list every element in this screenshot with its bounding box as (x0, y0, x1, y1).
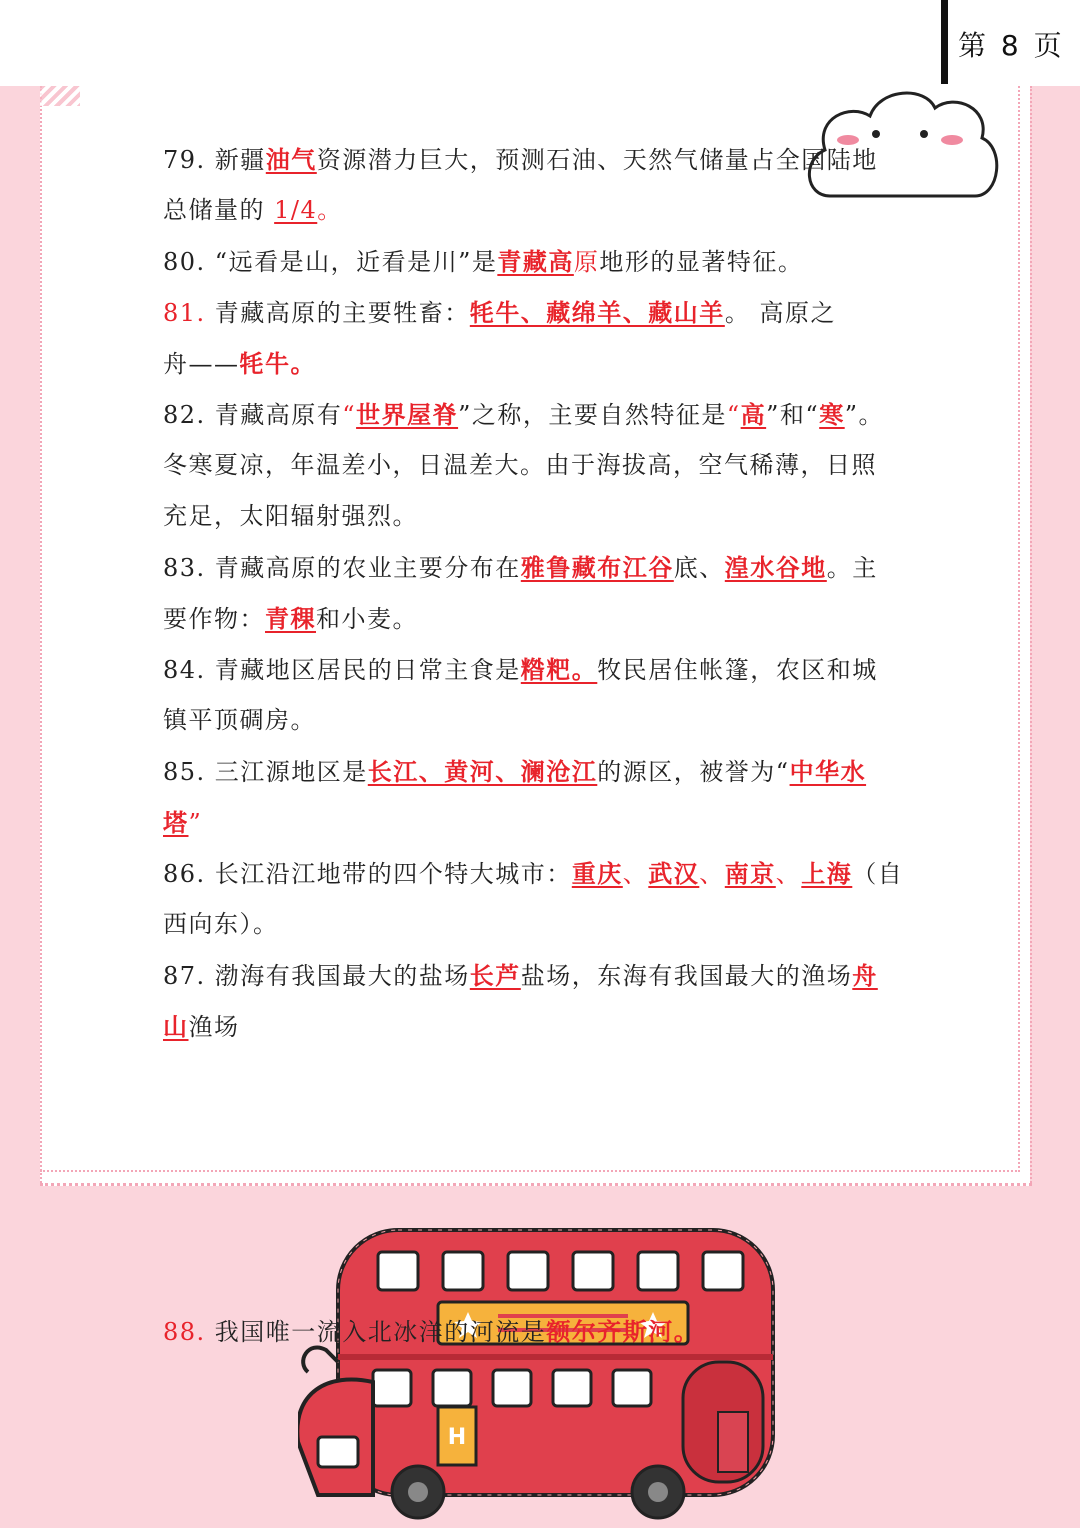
question-line (163, 389, 923, 440)
question-line (163, 950, 923, 1001)
question-line (163, 491, 923, 542)
text-segment: 盐场，东海有我国最大的渔场 (520, 962, 853, 990)
answer-segment: 1/4 (274, 196, 318, 224)
card-inner-dotted-bottom (40, 1170, 1020, 1172)
text-segment: 青藏高原的主要牲畜： (205, 299, 470, 327)
question-item (163, 848, 923, 950)
text-segment: 86. 长江沿江地带的四个特大城市： (163, 860, 572, 888)
question-item (163, 287, 923, 389)
question-line (163, 542, 923, 593)
answer-segment: 湟水谷地 (724, 553, 827, 582)
question-item (163, 644, 923, 746)
text-segment: 。主 (826, 554, 878, 582)
header-strip (0, 0, 1080, 86)
answer-segment: 、 (699, 860, 725, 888)
answer-segment: 、 (775, 860, 802, 888)
answer-segment: 寒 (819, 400, 845, 429)
question-item (163, 389, 923, 542)
corner-decoration (40, 86, 80, 106)
answer-segment: ” (188, 809, 203, 837)
answer-segment: 山 (163, 1012, 189, 1041)
question-line (163, 746, 923, 797)
text-segment: 要作物： (163, 605, 265, 633)
text-segment: 我国唯一流入北冰洋的河流是 (205, 1318, 547, 1346)
answer-segment: “ (726, 401, 741, 429)
answer-segment: 油气 (265, 145, 317, 174)
question-line (163, 338, 923, 389)
answer-segment: 舟 (852, 961, 878, 990)
text-segment: 。 高原之 (724, 299, 836, 327)
text-segment: 总储量的 (163, 196, 275, 224)
svg-text:H: H (447, 1425, 467, 1450)
question-line (163, 440, 923, 491)
answer-segment: 青藏高 (497, 247, 574, 276)
text-segment: 渔场 (188, 1013, 240, 1041)
text-segment: 82. 青藏高原有 (163, 401, 343, 429)
text-segment: 地形的显著特征。 (599, 248, 804, 276)
question-line (163, 848, 923, 899)
question-line (163, 134, 923, 185)
answer-segment: 世界屋脊 (356, 400, 459, 429)
answer-segment: 糌粑。 (520, 655, 598, 684)
text-segment: 冬寒夏凉，年温差小，日温差大。由于海拔高，空气稀薄，日照 (163, 451, 877, 479)
question-item (163, 236, 923, 287)
text-segment: ”。 (844, 401, 884, 429)
question-item (163, 746, 923, 848)
answer-segment: 重庆 (571, 859, 623, 888)
text-segment: 牧民居住帐篷，农区和城 (597, 656, 878, 684)
text-segment: 84. 青藏地区居民的日常主食是 (163, 656, 521, 684)
text-segment: 80. “远看是山，近看是川”是 (163, 248, 498, 276)
answer-segment: 81. (163, 299, 206, 327)
question-88 (163, 1310, 699, 1354)
answer-segment: 塔 (163, 808, 189, 837)
question-item (163, 134, 923, 236)
text-segment: 85. 三江源地区是 (163, 758, 368, 786)
text-segment: 舟—— (163, 350, 240, 378)
page-marker-bar (941, 0, 948, 84)
answer-segment: 。 (317, 196, 343, 224)
text-segment: 充足，太阳辐射强烈。 (163, 502, 418, 530)
answer-segment: 青稞 (265, 604, 316, 633)
answer-segment: 原 (573, 248, 600, 276)
answer-segment: 、 (622, 860, 649, 888)
answer-segment: 高 (740, 400, 767, 429)
text-segment: ”和“ (766, 401, 820, 429)
answer-segment: 雅鲁藏布江谷 (520, 553, 674, 582)
answer-segment: 牦牛。 (239, 349, 316, 378)
answer-segment: 上海 (801, 859, 853, 888)
text-segment: 83. 青藏高原的农业主要分布在 (163, 554, 521, 582)
question-line (163, 695, 923, 746)
question-line (163, 287, 923, 338)
question-line (163, 1001, 923, 1052)
answer-segment: 中华水 (789, 757, 867, 786)
text-segment: 的源区，被誉为“ (597, 758, 790, 786)
question-line (163, 236, 923, 287)
text-segment: （自 (852, 860, 904, 888)
question-list (163, 134, 923, 1052)
answer-segment: 南京 (724, 859, 776, 888)
text-segment: 79. 新疆 (163, 146, 266, 174)
answer-segment: “ (342, 401, 357, 429)
page-number-label: 第 8 页 (958, 29, 1065, 62)
text-segment: 和小麦。 (316, 605, 418, 633)
answer-segment: 牦牛、藏绵羊、藏山羊 (469, 298, 725, 327)
text-segment: ”之称，主要自然特征是 (458, 401, 727, 429)
card-inner-dotted-edge (1018, 86, 1020, 1172)
answer-segment: 额尔齐斯河。 (546, 1317, 700, 1346)
question-line (163, 899, 923, 950)
text-segment: 镇平顶碉房。 (163, 706, 316, 734)
text-segment: 底、 (673, 554, 725, 582)
text-segment: 西向东）。 (163, 910, 279, 938)
question-line (163, 797, 923, 848)
text-segment: 资源潜力巨大，预测石油、天然气储量占全国陆地 (316, 146, 878, 174)
answer-segment: 长江、黄河、澜沧江 (367, 757, 598, 786)
question-line (163, 644, 923, 695)
answer-segment: 88. (163, 1318, 206, 1346)
question-item (163, 950, 923, 1052)
question-line (163, 185, 923, 236)
answer-segment: 长芦 (469, 961, 521, 990)
answer-segment: 武汉 (648, 859, 700, 888)
question-line (163, 593, 923, 644)
text-segment: 87. 渤海有我国最大的盐场 (163, 962, 470, 990)
double-decker-bus-icon (298, 1222, 778, 1522)
question-item (163, 542, 923, 644)
